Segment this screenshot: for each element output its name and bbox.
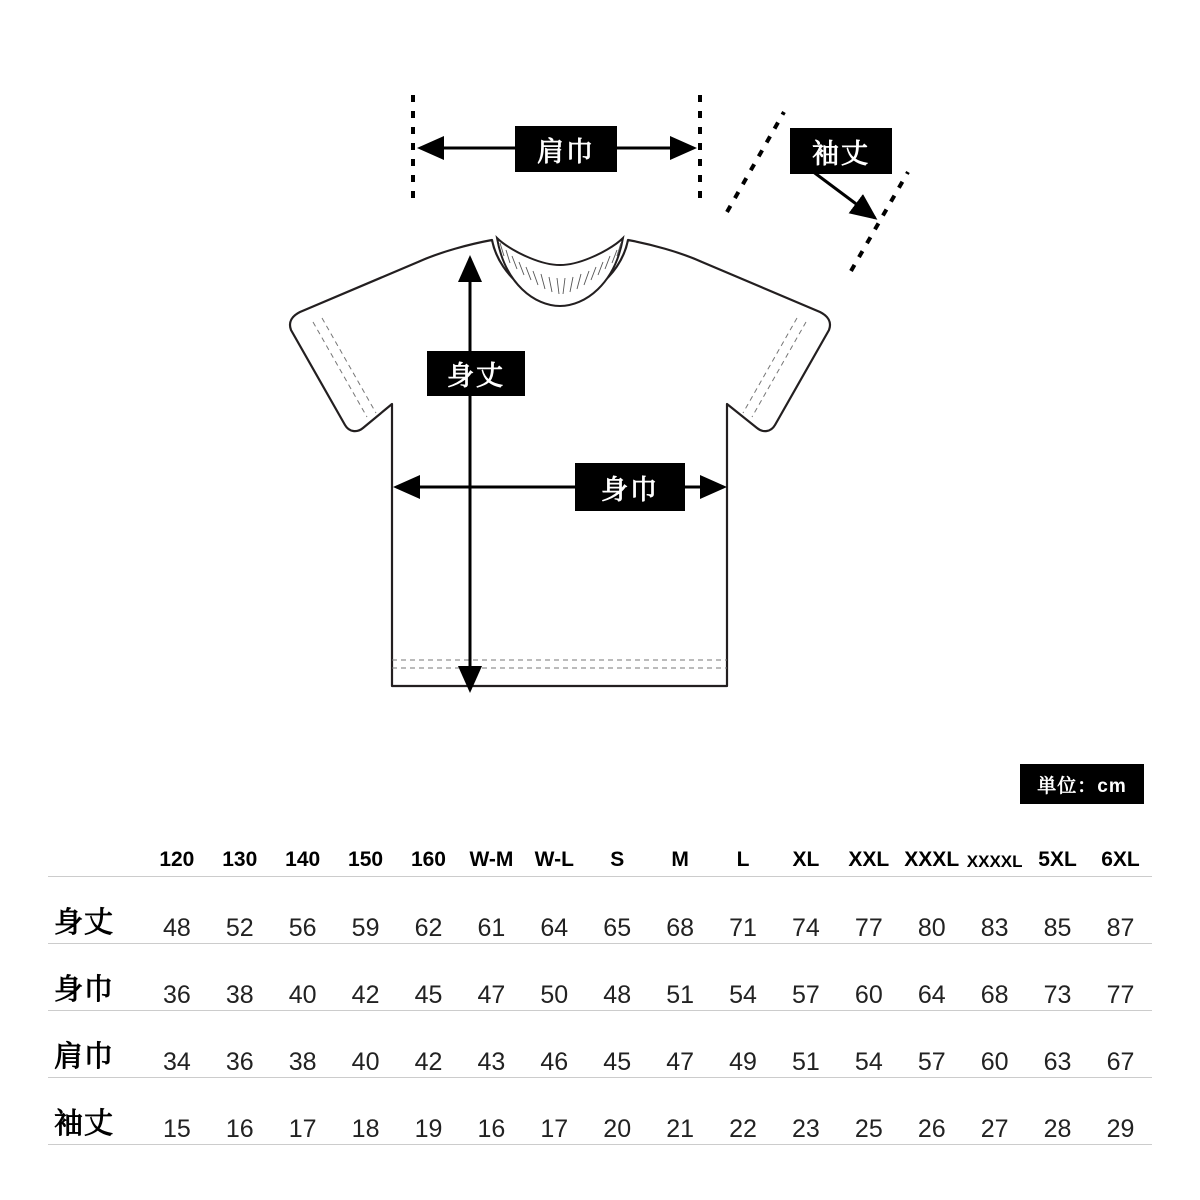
cell: 15 <box>162 1115 191 1143</box>
row-label: 身巾 <box>54 974 115 1006</box>
cell: 68 <box>666 914 695 942</box>
cell: 29 <box>1106 1115 1135 1143</box>
cell: 51 <box>792 1048 820 1076</box>
cell: 26 <box>917 1115 946 1143</box>
column-header: 120 <box>145 826 208 877</box>
cell: 65 <box>603 914 632 942</box>
cell: 36 <box>225 1048 254 1076</box>
cell: 64 <box>540 914 569 942</box>
table-row <box>48 1011 1152 1078</box>
size-table <box>48 826 1152 1145</box>
cell: 47 <box>477 981 506 1009</box>
cell: 38 <box>288 1048 317 1076</box>
cell: 19 <box>414 1115 443 1143</box>
column-header: 6XL <box>1089 826 1152 877</box>
cell: 85 <box>1043 914 1072 942</box>
cell: 27 <box>980 1115 1009 1143</box>
cell: 48 <box>162 914 191 942</box>
cell: 52 <box>225 914 254 942</box>
cell: 16 <box>225 1115 254 1143</box>
cell: 40 <box>288 981 317 1009</box>
column-header: S <box>586 826 649 877</box>
label-sleeve-length: 袖丈 <box>790 128 892 174</box>
cell: 16 <box>477 1115 506 1143</box>
cell: 22 <box>729 1115 757 1143</box>
cell: 77 <box>854 914 883 942</box>
cell: 77 <box>1106 981 1135 1009</box>
table-header-row <box>48 826 1152 877</box>
cell: 60 <box>854 981 883 1009</box>
label-shoulder-width: 肩巾 <box>515 126 617 172</box>
cell: 49 <box>729 1048 757 1076</box>
cell: 48 <box>603 981 632 1009</box>
unit-badge: 単位：cm <box>1020 764 1144 804</box>
cell: 17 <box>288 1115 317 1143</box>
cell: 50 <box>540 981 569 1009</box>
column-header: W-M <box>460 826 523 877</box>
column-header: 140 <box>271 826 334 877</box>
cell: 73 <box>1043 981 1072 1009</box>
cell: 51 <box>666 981 695 1009</box>
column-header: 150 <box>334 826 397 877</box>
cell: 45 <box>414 981 443 1009</box>
cell: 46 <box>540 1048 569 1076</box>
cell: 28 <box>1043 1115 1072 1143</box>
cell: 61 <box>477 914 506 942</box>
cell: 17 <box>540 1115 569 1143</box>
cell: 20 <box>603 1115 632 1143</box>
cell: 71 <box>729 914 757 942</box>
cell: 60 <box>980 1048 1009 1076</box>
cell: 54 <box>729 981 757 1009</box>
cell: 59 <box>351 914 380 942</box>
cell: 23 <box>792 1115 820 1143</box>
cell: 63 <box>1043 1048 1072 1076</box>
cell: 34 <box>162 1048 191 1076</box>
cell: 42 <box>351 981 380 1009</box>
column-header: XXL <box>837 826 900 877</box>
cell: 87 <box>1106 914 1135 942</box>
cell: 56 <box>288 914 317 942</box>
column-header: M <box>649 826 712 877</box>
column-header: 5XL <box>1026 826 1089 877</box>
label-body-length: 身丈 <box>427 351 525 396</box>
cell: 74 <box>792 914 820 942</box>
cell: 21 <box>666 1115 695 1143</box>
cell: 67 <box>1106 1048 1135 1076</box>
row-label: 身丈 <box>54 907 115 939</box>
row-label: 袖丈 <box>54 1108 115 1140</box>
cell: 64 <box>917 981 946 1009</box>
cell: 83 <box>980 914 1009 942</box>
cell: 54 <box>854 1048 883 1076</box>
cell: 57 <box>792 981 820 1009</box>
cell: 47 <box>666 1048 695 1076</box>
label-body-width: 身巾 <box>575 463 685 511</box>
cell: 68 <box>980 981 1009 1009</box>
cell: 38 <box>225 981 254 1009</box>
column-header: 160 <box>397 826 460 877</box>
cell: 57 <box>917 1048 946 1076</box>
cell: 43 <box>477 1048 506 1076</box>
column-header: XL <box>774 826 837 877</box>
column-header: XXXXL <box>963 826 1026 877</box>
table-row <box>48 944 1152 1011</box>
row-label: 肩巾 <box>54 1041 115 1073</box>
column-header: L <box>712 826 775 877</box>
column-header: W-L <box>523 826 586 877</box>
cell: 45 <box>603 1048 632 1076</box>
cell: 25 <box>854 1115 883 1143</box>
table-row <box>48 877 1152 944</box>
cell: 40 <box>351 1048 380 1076</box>
column-header: 130 <box>208 826 271 877</box>
cell: 18 <box>351 1115 380 1143</box>
column-header: XXXL <box>900 826 963 877</box>
cell: 62 <box>414 914 443 942</box>
cell: 80 <box>917 914 946 942</box>
cell: 42 <box>414 1048 443 1076</box>
cell: 36 <box>162 981 191 1009</box>
corner-cell <box>48 826 145 877</box>
table-row <box>48 1078 1152 1145</box>
